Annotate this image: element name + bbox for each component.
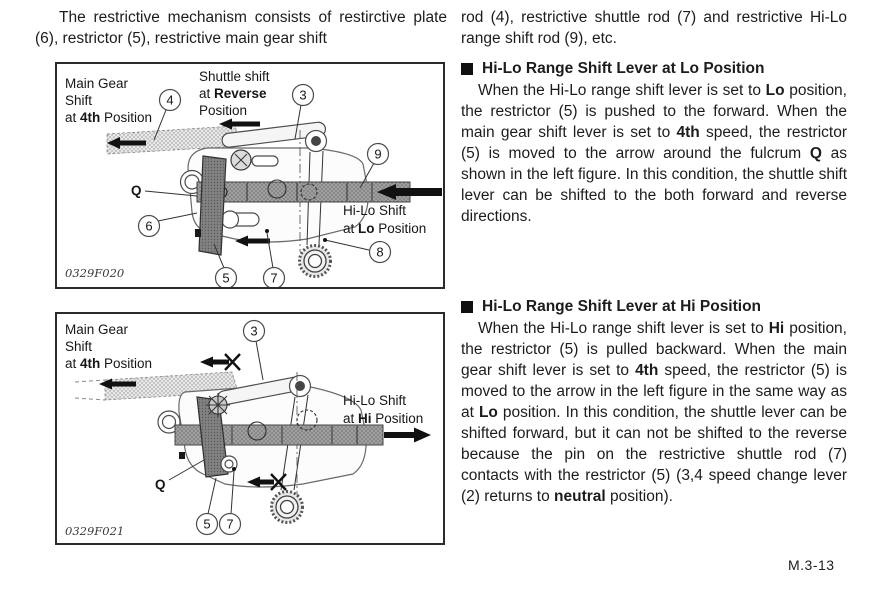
callout-9 [368, 144, 389, 165]
intro-paragraph-continued: rod (4), restrictive shuttle rod (7) and restrictive Hi-Lo range shift rod (9), etc. [461, 9, 847, 47]
svg-text:3: 3 [299, 87, 307, 103]
svg-text:3: 3 [250, 323, 258, 339]
callout-6 [139, 216, 160, 237]
svg-text:Main Gear: Main Gear [65, 322, 129, 337]
svg-text:Main Gear: Main Gear [65, 76, 129, 91]
svg-text:at Lo Position: at Lo Position [343, 221, 427, 236]
figure-hi-diagram [57, 314, 443, 543]
svg-text:6: 6 [145, 218, 153, 234]
svg-text:7: 7 [270, 270, 278, 286]
svg-text:Hi-Lo Shift: Hi-Lo Shift [343, 203, 407, 218]
svg-text:Shift: Shift [65, 339, 93, 354]
callout-8 [370, 242, 391, 263]
section-body-lo: When the Hi-Lo range shift lever is set to Lo position, the restrictor (5) is pushed to the forward. When the main gear shift lever is set to 4th speed, the restrictor (5) is moved to the arrow around the fulcrum Q as shown in the left figure. In this condition, the shuttle shift lever can be shifted to the both forward and reverse directions. [461, 82, 847, 225]
svg-text:5: 5 [222, 270, 230, 286]
svg-text:at Hi Position: at Hi Position [343, 411, 424, 426]
hex-bolt [272, 492, 303, 523]
section-heading-hi [461, 296, 847, 317]
figure-hi-position [55, 312, 445, 545]
section-heading-text: Hi-Lo Range Shift Lever at Hi Position [482, 298, 762, 315]
svg-text:at 4th Position: at 4th Position [65, 356, 153, 371]
svg-text:7: 7 [226, 516, 234, 532]
arrow-blocked-top [200, 354, 240, 370]
callout-3 [244, 321, 265, 342]
label-main-gear-shift [65, 76, 152, 125]
callout-7 [264, 268, 285, 288]
svg-text:Hi-Lo Shift: Hi-Lo Shift [343, 393, 407, 408]
figure-code: 0329F021 [65, 524, 125, 538]
section-heading-lo [461, 58, 847, 79]
section-heading-text: Hi-Lo Range Shift Lever at Lo Position [482, 60, 765, 77]
page-number: M.3-13 [788, 557, 835, 573]
callout-5 [216, 268, 237, 288]
intro-paragraph-left: The restrictive mechanism consists of restirctive plate (6), restrictor (5), restrictive main gear shift [35, 9, 447, 47]
svg-text:9: 9 [374, 146, 382, 162]
section-square-bullet [461, 63, 473, 75]
svg-text:8: 8 [376, 244, 384, 260]
section-square-bullet [461, 301, 473, 313]
hex-bolt [300, 246, 331, 277]
svg-text:5: 5 [203, 516, 211, 532]
callout-7 [220, 514, 241, 535]
svg-text:Shuttle shift: Shuttle shift [199, 69, 270, 84]
callout-3 [293, 85, 314, 106]
label-shuttle-shift [199, 69, 270, 118]
svg-text:at Reverse: at Reverse [199, 86, 267, 101]
hilo-shift-rod [197, 180, 410, 202]
fulcrum-q-label: Q [131, 183, 142, 198]
svg-text:Position: Position [199, 103, 248, 118]
arrow-right-hilo-rod [384, 428, 431, 443]
callout-4 [160, 90, 181, 111]
label-main-gear-shift [65, 322, 152, 371]
figure-lo-position [55, 62, 445, 289]
figure-code: 0329F020 [65, 266, 125, 280]
svg-text:4: 4 [166, 92, 174, 108]
callout-5 [197, 514, 218, 535]
svg-text:at 4th Position: at 4th Position [65, 110, 153, 125]
fulcrum-q-label: Q [155, 477, 166, 492]
svg-text:Shift: Shift [65, 93, 93, 108]
figure-lo-diagram [57, 64, 443, 287]
starburst-bolt [206, 393, 230, 417]
section-body-hi: When the Hi-Lo range shift lever is set to Hi position, the restrictor (5) is pulled backward. When the main gear shift lever is set to 4th speed, the restrictor (5) is moved to the arrow in the left figure in the same way as at Lo position. In this condition, the shuttle lever can be shifted forward, but it can not be shifted to the reverse because the pin on the restrictive shuttle rod (7) contacts with the restrictor (5) (3,4 speed change lever (2) returns to neutral position). [461, 320, 848, 505]
